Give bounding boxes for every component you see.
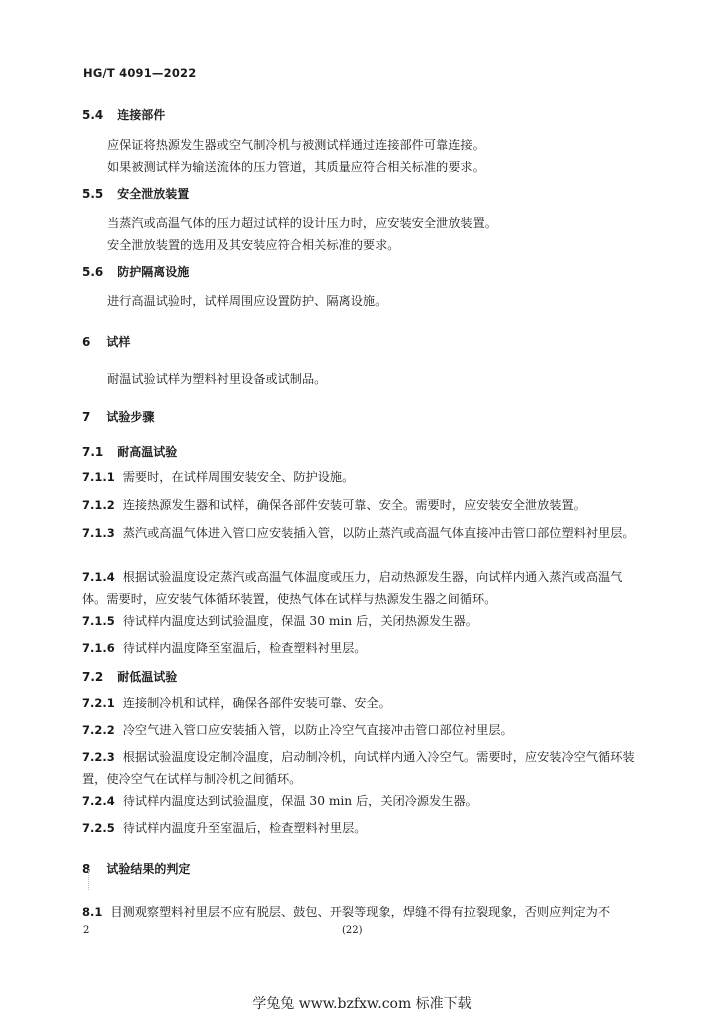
- section-title: 试验结果的判定: [106, 862, 191, 876]
- paragraph: 耐温试验试样为塑料衬里设备或试制品。: [107, 372, 327, 386]
- paragraph: 应保证将热源发生器或空气制冷机与被测试样通过连接部件可靠连接。: [107, 138, 485, 152]
- section-number: 5.4: [82, 108, 104, 122]
- clause-number: 7.1.1: [82, 470, 115, 484]
- clause-7-2-4: [82, 790, 642, 812]
- clause-7-1-3: [82, 522, 642, 544]
- clause-text: 待试样内温度降至室温后，检查塑料衬里层。: [122, 641, 367, 655]
- watermark: 学兔兔 www.bzfxw.com 标准下载: [252, 996, 472, 1012]
- section-title: 耐低温试验: [117, 670, 178, 684]
- paragraph: 当蒸汽或高温气体的压力超过试样的设计压力时，应安装安全泄放装置。: [107, 216, 497, 230]
- clause-text: 蒸汽或高温气体进入管口应安装插入管，以防止蒸汽或高温气体直接冲击管口部位塑料衬里层。: [122, 526, 635, 540]
- clause-text: 待试样内温度升至室温后，检查塑料衬里层。: [122, 821, 367, 835]
- clause-text: 连接制冷机和试样，确保各部件安装可靠、安全。: [122, 696, 391, 710]
- clause-number: 7.2.1: [82, 696, 115, 710]
- clause-7-2-2: [82, 719, 642, 741]
- section-number: 7.1: [82, 445, 104, 459]
- section-number: 5.5: [82, 187, 104, 201]
- section-heading-7-2: [82, 668, 177, 685]
- section-heading-5-5: [82, 185, 189, 202]
- clause-number: 7.1.2: [82, 498, 115, 512]
- standard-number: HG/T 4091—2022: [83, 66, 197, 80]
- section-title: 试样: [106, 335, 131, 349]
- section-heading-5-4: [82, 106, 165, 123]
- section-number: 8: [82, 862, 91, 876]
- clause-7-2-1: [82, 692, 642, 714]
- section-number: 7: [82, 410, 91, 424]
- paragraph: 如果被测试样为输送流体的压力管道，其质量应符合相关标准的要求。: [107, 160, 485, 174]
- clause-number: 7.2.3: [82, 750, 115, 764]
- section-heading-8: [82, 860, 190, 877]
- clause-text: 待试样内温度达到试验温度，保温 30 min 后，关闭热源发生器。: [122, 614, 478, 628]
- clause-text: 待试样内温度达到试验温度，保温 30 min 后，关闭冷源发生器。: [122, 794, 478, 808]
- section-title: 耐高温试验: [117, 445, 178, 459]
- clause-number: 7.1.4: [82, 570, 115, 584]
- paragraph: 安全泄放装置的选用及其安装应符合相关标准的要求。: [107, 238, 400, 252]
- clause-number: 7.1.3: [82, 526, 115, 540]
- section-title: 连接部件: [117, 108, 166, 122]
- clause-number: 7.1.6: [82, 641, 115, 655]
- clause-number: 7.1.5: [82, 614, 115, 628]
- clause-7-2-5: [82, 817, 642, 839]
- page-index: (22): [342, 925, 363, 936]
- clause-7-1-5: [82, 610, 642, 632]
- clause-number: 7.2.2: [82, 723, 115, 737]
- section-title: 安全泄放装置: [117, 187, 190, 201]
- clause-text: 根据试验温度设定制冷温度，启动制冷机，向试样内通入冷空气。需要时，应安装冷空气循环装置，使冷空气在试样与制冷机之间循环。: [82, 750, 635, 786]
- page-number: 2: [83, 925, 90, 936]
- clause-number: 7.2.5: [82, 821, 115, 835]
- clause-text: 目测观察塑料衬里层不应有脱层、鼓包、开裂等现象，焊缝不得有拉裂现象，否则应判定为不: [110, 905, 611, 919]
- section-heading-6: [82, 333, 130, 350]
- paragraph: 进行高温试验时，试样周围应设置防护、隔离设施。: [107, 294, 388, 308]
- section-number: 5.6: [82, 265, 104, 279]
- section-number: 6: [82, 335, 91, 349]
- section-title: 防护隔离设施: [117, 265, 190, 279]
- section-heading-5-6: [82, 263, 189, 280]
- clause-number: 7.2.4: [82, 794, 115, 808]
- clause-text: 根据试验温度设定蒸汽或高温气体温度或压力，启动热源发生器，向试样内通入蒸汽或高温气体。需要时，应安装气体循环装置，使热气体在试样与热源发生器之间循环。: [82, 570, 623, 606]
- clause-7-1-6: [82, 637, 642, 659]
- clause-7-1-2: [82, 494, 642, 516]
- section-number: 7.2: [82, 670, 104, 684]
- clause-8-1: [82, 901, 682, 923]
- clause-7-2-3: [82, 746, 642, 790]
- section-heading-7-1: [82, 443, 177, 460]
- clause-text: 连接热源发生器和试样，确保各部件安装可靠、安全。需要时，应安装安全泄放装置。: [122, 498, 586, 512]
- clause-text: 冷空气进入管口应安装插入管，以防止冷空气直接冲击管口部位衬里层。: [122, 723, 513, 737]
- clause-7-1-4: [82, 566, 642, 610]
- clause-number: 8.1: [82, 905, 103, 919]
- section-heading-7: [82, 408, 154, 425]
- margin-mark: [88, 870, 91, 890]
- clause-text: 需要时，在试样周围安装安全、防护设施。: [122, 470, 355, 484]
- section-title: 试验步骤: [106, 410, 155, 424]
- clause-7-1-1: [82, 466, 642, 488]
